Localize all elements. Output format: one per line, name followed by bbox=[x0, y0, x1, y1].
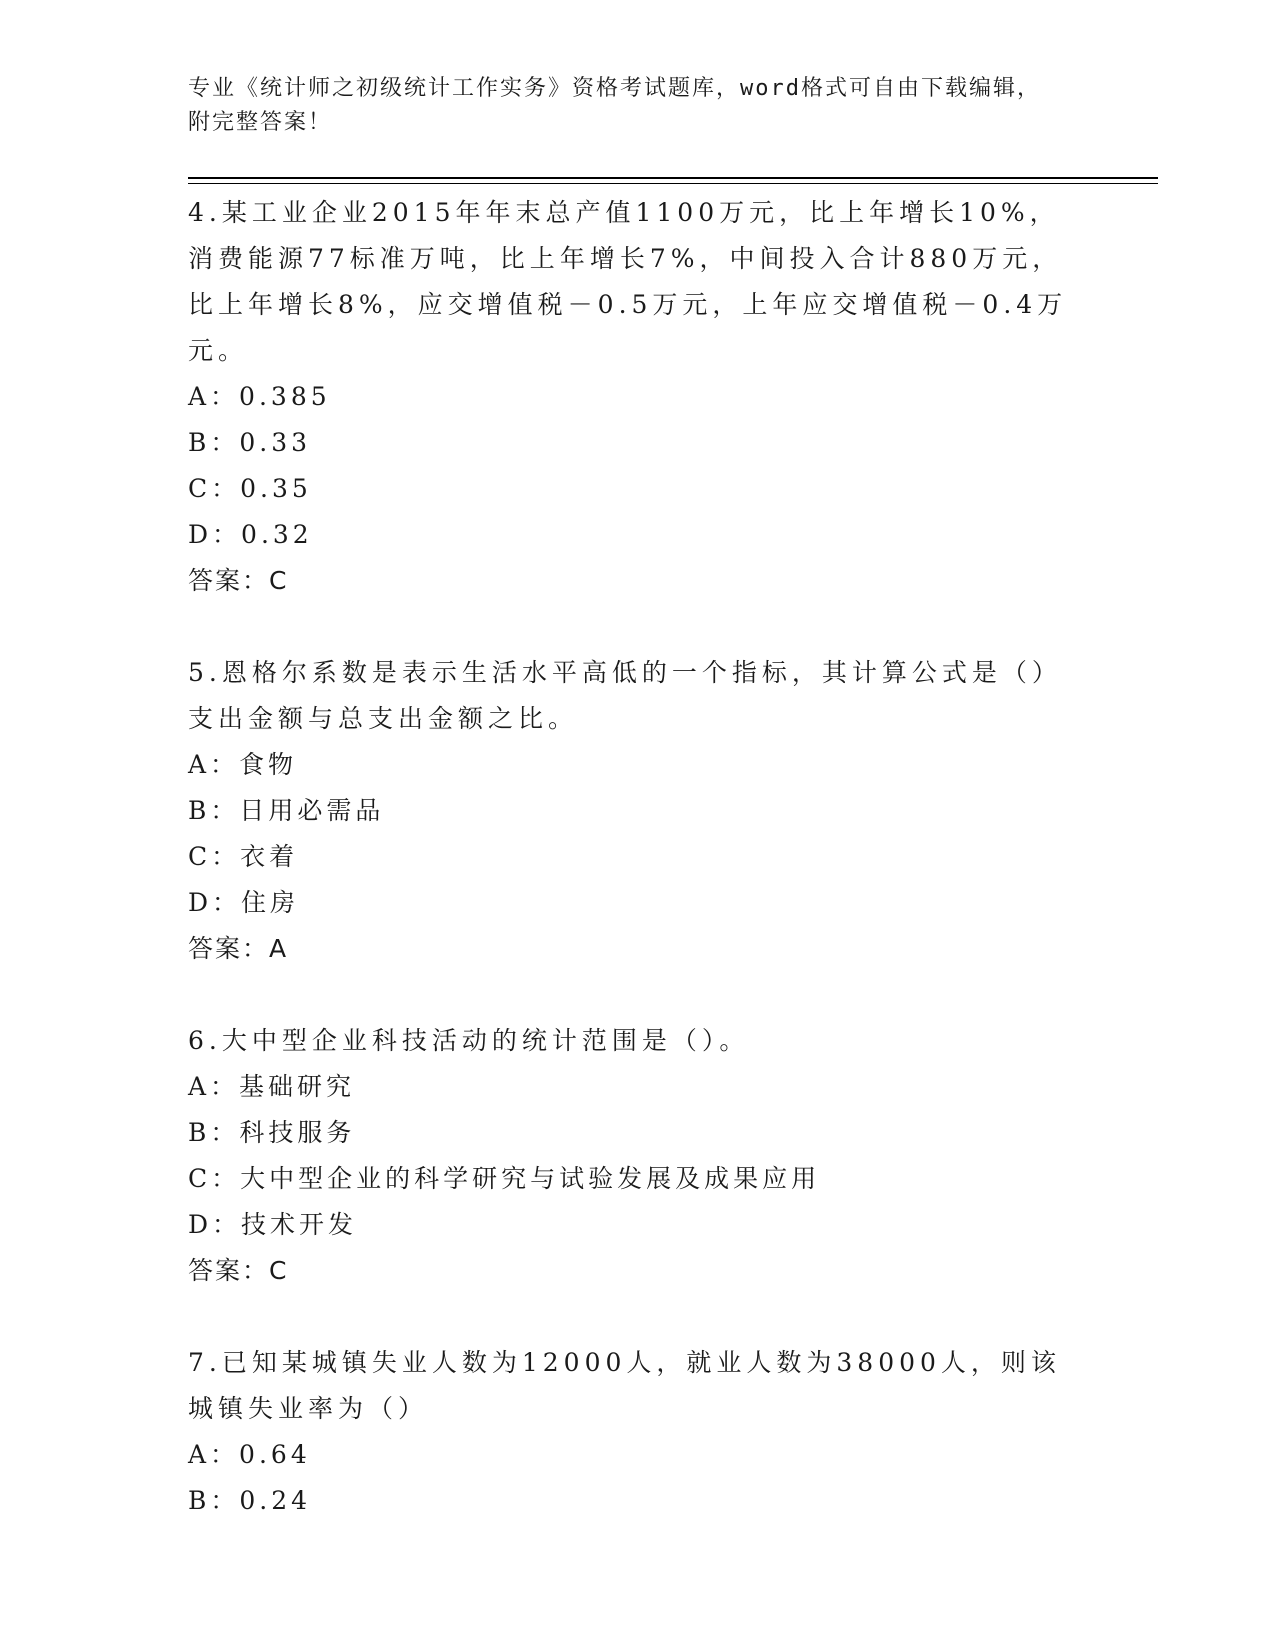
option-b: B：0.33 bbox=[188, 428, 312, 457]
answer-line: 答案：C bbox=[188, 1256, 289, 1285]
answer-line: 答案：A bbox=[188, 934, 289, 963]
option-a: A：0.64 bbox=[188, 1440, 311, 1469]
option-a: A：食物 bbox=[188, 750, 298, 779]
option-c: C：衣着 bbox=[188, 842, 299, 871]
option-c: C：0.35 bbox=[188, 474, 312, 503]
option-d: D：技术开发 bbox=[188, 1210, 358, 1239]
question-6 bbox=[188, 1018, 1088, 1294]
option-d: D：住房 bbox=[188, 888, 300, 917]
option-b: B：0.24 bbox=[188, 1486, 312, 1515]
question-7 bbox=[188, 1340, 1088, 1524]
option-b: B：科技服务 bbox=[188, 1118, 356, 1147]
question-list bbox=[188, 190, 1088, 1570]
question-5 bbox=[188, 650, 1088, 972]
question-stem: 4.某工业企业2015年年末总产值1100万元，比上年增长10%，消费能源77标准万吨，比上年增长7%，中间投入合计880万元，比上年增长8%，应交增值税－0.5万元，上年应交增值税－0.4万元。 bbox=[188, 198, 1068, 365]
header-line-2: 附完整答案！ bbox=[188, 110, 333, 135]
question-stem: 5.恩格尔系数是表示生活水平高低的一个指标，其计算公式是（）支出金额与总支出金额之比。 bbox=[188, 658, 1062, 733]
document-header bbox=[188, 72, 1088, 140]
question-stem: 7.已知某城镇失业人数为12000人，就业人数为38000人，则该城镇失业率为（） bbox=[188, 1348, 1061, 1423]
header-line-1: 专业《统计师之初级统计工作实务》资格考试题库，word格式可自由下载编辑， bbox=[188, 76, 1041, 101]
header-divider-thin bbox=[188, 183, 1158, 184]
option-c: C：大中型企业的科学研究与试验发展及成果应用 bbox=[188, 1164, 821, 1193]
question-4 bbox=[188, 190, 1088, 604]
option-b: B：日用必需品 bbox=[188, 796, 385, 825]
option-a: A：0.385 bbox=[188, 382, 331, 411]
option-d: D：0.32 bbox=[188, 520, 313, 549]
answer-line: 答案：C bbox=[188, 566, 289, 595]
option-a: A：基础研究 bbox=[188, 1072, 356, 1101]
question-stem: 6.大中型企业科技活动的统计范围是（）。 bbox=[188, 1026, 750, 1055]
header-divider-thick bbox=[188, 177, 1158, 179]
